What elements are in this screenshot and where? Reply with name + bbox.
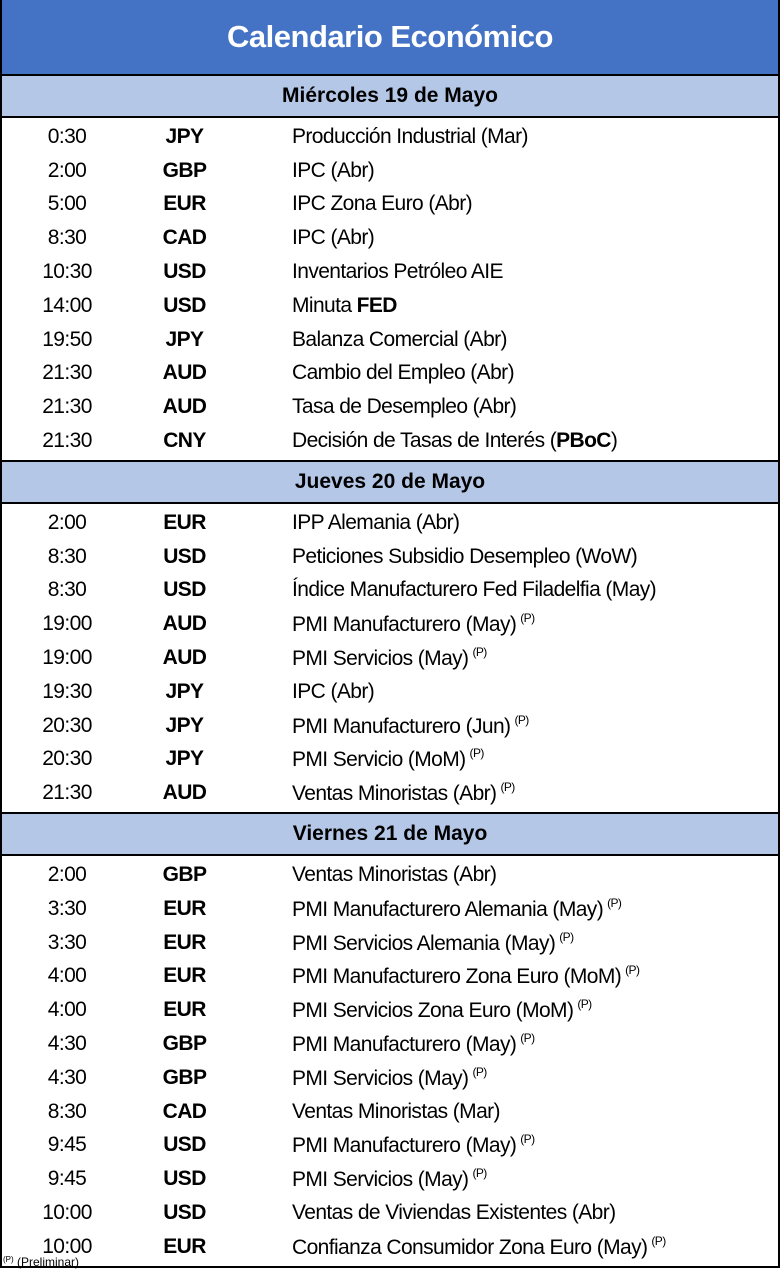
- preliminary-mark: (P): [651, 1233, 666, 1248]
- preliminary-mark: (P): [520, 1031, 535, 1046]
- event-list: [2, 504, 778, 814]
- event-name: [237, 192, 472, 216]
- day-header: Miércoles 19 de Mayo: [2, 76, 778, 118]
- event-time: 4:00: [47, 998, 87, 1022]
- event-row: [2, 675, 778, 709]
- event-row: [2, 1095, 778, 1129]
- preliminary-mark: (P): [472, 645, 487, 660]
- event-name: [237, 294, 397, 318]
- event-row: [2, 607, 778, 641]
- event-name: [237, 780, 515, 806]
- event-time: 19:30: [42, 679, 92, 703]
- event-currency: USD: [163, 1167, 206, 1191]
- event-row: [2, 506, 778, 540]
- event-time: 10:30: [42, 260, 92, 284]
- event-currency: USD: [163, 260, 206, 284]
- event-name: [237, 226, 374, 250]
- event-time: 8:30: [47, 544, 87, 568]
- event-row: [2, 540, 778, 574]
- event-row: [2, 255, 778, 289]
- event-currency: EUR: [163, 930, 206, 954]
- preliminary-mark: (P): [472, 1064, 487, 1079]
- event-time: 21:30: [42, 395, 92, 419]
- event-time: 10:00: [42, 1234, 92, 1258]
- event-name: [237, 429, 617, 453]
- event-currency: CAD: [162, 1099, 207, 1123]
- event-time: 4:30: [47, 1065, 87, 1089]
- event-row: [2, 221, 778, 255]
- event-name: [237, 1234, 666, 1260]
- preliminary-mark: (P): [472, 1166, 487, 1181]
- event-name: [237, 361, 514, 385]
- event-row: [2, 1027, 778, 1061]
- event-name: [237, 1065, 487, 1091]
- event-currency: AUD: [162, 612, 207, 636]
- event-currency: USD: [163, 1133, 206, 1157]
- event-name: [237, 578, 656, 602]
- event-text: PMI Servicios (May): [292, 647, 469, 671]
- event-name: [237, 545, 637, 569]
- event-row: [2, 188, 778, 222]
- event-text: Ventas Minoristas (Abr): [292, 863, 497, 887]
- event-text: Tasa de Desempleo (Abr): [292, 395, 517, 419]
- event-row: [2, 743, 778, 777]
- event-text: Ventas de Viviendas Existentes (Abr): [292, 1201, 616, 1224]
- event-currency: JPY: [165, 327, 204, 351]
- event-name: [237, 125, 528, 149]
- event-currency: EUR: [163, 896, 206, 920]
- event-row: [2, 1196, 778, 1230]
- event-row: [2, 892, 778, 926]
- preliminary-mark: (P): [559, 929, 574, 944]
- event-name: [237, 680, 374, 704]
- event-row: [2, 858, 778, 892]
- footnote-text: (Preliminar): [13, 1255, 80, 1269]
- event-time: 8:30: [47, 578, 87, 602]
- event-text: PMI Manufacturero Alemania (May): [292, 897, 604, 921]
- event-currency: EUR: [163, 192, 206, 216]
- event-text: PMI Manufacturero (May): [292, 1033, 517, 1057]
- event-name: [237, 746, 484, 772]
- event-text: IPC (Abr): [292, 226, 375, 250]
- preliminary-mark: (P): [469, 746, 484, 761]
- event-row: [2, 641, 778, 675]
- event-currency: GBP: [162, 1032, 207, 1056]
- event-time: 10:00: [42, 1201, 92, 1224]
- event-text: Ventas Minoristas (Abr): [292, 782, 497, 806]
- event-time: 21:30: [42, 429, 92, 453]
- event-text: PMI Manufacturero (May): [292, 1134, 517, 1158]
- event-time: 3:30: [47, 896, 87, 920]
- preliminary-mark: (P): [520, 611, 535, 626]
- event-currency: AUD: [162, 361, 207, 385]
- event-name: [237, 645, 487, 671]
- event-currency: USD: [163, 578, 206, 602]
- event-name: [237, 260, 503, 284]
- event-currency: JPY: [165, 747, 204, 771]
- event-currency: JPY: [165, 679, 204, 703]
- event-name: [237, 930, 573, 956]
- event-name: [237, 1166, 487, 1192]
- event-row: [2, 289, 778, 323]
- event-list: [2, 856, 778, 1266]
- day-header: Jueves 20 de Mayo: [2, 462, 778, 504]
- event-currency: GBP: [162, 158, 207, 182]
- preliminary-mark: (P): [625, 963, 640, 978]
- event-currency: USD: [163, 1201, 206, 1224]
- event-time: 2:00: [47, 510, 87, 534]
- event-row: [2, 323, 778, 357]
- event-currency: EUR: [163, 510, 206, 534]
- event-row: [2, 993, 778, 1027]
- event-name: [237, 1031, 534, 1057]
- event-time: 20:30: [42, 747, 92, 771]
- event-text: IPP Alemania (Abr): [292, 510, 460, 534]
- event-institution: FED: [356, 293, 397, 317]
- event-currency: JPY: [165, 124, 204, 148]
- event-currency: AUD: [162, 646, 207, 670]
- event-name: [237, 328, 507, 352]
- event-row: [2, 424, 778, 458]
- event-time: 20:30: [42, 713, 92, 737]
- event-text: Peticiones Subsidio Desempleo (WoW): [292, 544, 638, 568]
- event-text: Minuta: [292, 293, 357, 317]
- event-time: 2:00: [47, 863, 87, 887]
- event-text: IPC (Abr): [292, 679, 375, 703]
- event-row: [2, 154, 778, 188]
- event-time: 8:30: [47, 226, 87, 250]
- event-time: 21:30: [42, 781, 92, 805]
- event-name: [237, 395, 516, 419]
- event-name: [237, 963, 639, 989]
- calendar-days: [2, 76, 778, 1266]
- event-time: 14:00: [42, 293, 92, 317]
- event-time: 9:45: [47, 1167, 87, 1191]
- event-row: [2, 390, 778, 424]
- event-text: PMI Manufacturero (May): [292, 613, 517, 637]
- event-currency: CAD: [162, 226, 207, 250]
- event-row: [2, 960, 778, 994]
- event-name: [237, 863, 496, 887]
- event-row: [2, 1061, 778, 1095]
- event-time: 0:30: [47, 124, 87, 148]
- event-row: [2, 357, 778, 391]
- calendar-title: Calendario Económico: [2, 0, 778, 76]
- event-text: PMI Servicios Zona Euro (MoM): [292, 999, 574, 1023]
- event-currency: AUD: [162, 395, 207, 419]
- event-name: [237, 511, 459, 535]
- preliminary-mark: (P): [500, 780, 515, 795]
- event-name: [237, 1201, 616, 1225]
- footnote-mark: (P): [3, 1255, 14, 1264]
- event-time: 19:00: [42, 612, 92, 636]
- preliminary-mark: (P): [520, 1132, 535, 1147]
- event-name: [237, 997, 592, 1023]
- event-row: [2, 926, 778, 960]
- event-text: IPC Zona Euro (Abr): [292, 192, 472, 216]
- event-currency: EUR: [163, 964, 206, 988]
- event-currency: USD: [163, 544, 206, 568]
- event-text: Índice Manufacturero Fed Filadelfia (May): [292, 578, 657, 602]
- event-time: 19:00: [42, 646, 92, 670]
- event-currency: EUR: [163, 1234, 206, 1258]
- event-text: PMI Servicios (May): [292, 1168, 469, 1192]
- event-time: 5:00: [47, 192, 87, 216]
- event-name: [237, 1132, 534, 1158]
- event-text: PMI Manufacturero (Jun): [292, 714, 511, 738]
- event-text: Confianza Consumidor Zona Euro (May): [292, 1235, 648, 1259]
- event-name: [237, 159, 374, 183]
- event-row: [2, 709, 778, 743]
- preliminary-mark: (P): [577, 997, 592, 1012]
- event-text: Ventas Minoristas (Mar): [292, 1099, 500, 1123]
- footnote: [3, 1255, 79, 1269]
- event-time: 4:30: [47, 1032, 87, 1056]
- event-text: PMI Manufacturero Zona Euro (MoM): [292, 965, 622, 989]
- event-text-suffix: ): [610, 429, 618, 453]
- event-currency: GBP: [162, 1065, 207, 1089]
- preliminary-mark: (P): [514, 712, 529, 727]
- event-text: PMI Servicios Alemania (May): [292, 931, 556, 955]
- event-currency: EUR: [163, 998, 206, 1022]
- event-list: [2, 118, 778, 462]
- event-time: 21:30: [42, 361, 92, 385]
- event-row: [2, 1230, 778, 1264]
- event-institution: PBoC: [556, 429, 611, 453]
- event-text: PMI Servicio (MoM): [292, 748, 466, 772]
- event-currency: AUD: [162, 781, 207, 805]
- event-text: Inventarios Petróleo AIE: [292, 260, 503, 284]
- event-time: 9:45: [47, 1133, 87, 1157]
- day-header: Viernes 21 de Mayo: [2, 814, 778, 856]
- event-text: Cambio del Empleo (Abr): [292, 361, 514, 385]
- event-row: [2, 574, 778, 608]
- event-row: [2, 1162, 778, 1196]
- event-currency: USD: [163, 293, 206, 317]
- event-row: [2, 776, 778, 810]
- event-name: [237, 1100, 500, 1124]
- event-time: 3:30: [47, 930, 87, 954]
- event-row: [2, 1129, 778, 1163]
- event-name: [237, 896, 621, 922]
- event-row: [2, 120, 778, 154]
- event-time: 4:00: [47, 964, 87, 988]
- event-text: Balanza Comercial (Abr): [292, 327, 507, 351]
- event-name: [237, 713, 529, 739]
- preliminary-mark: (P): [607, 895, 622, 910]
- event-currency: JPY: [165, 713, 204, 737]
- event-text: Producción Industrial (Mar): [292, 124, 528, 148]
- event-name: [237, 611, 534, 637]
- event-text: PMI Servicios (May): [292, 1066, 469, 1090]
- event-currency: GBP: [162, 863, 207, 887]
- event-time: 2:00: [47, 158, 87, 182]
- event-currency: CNY: [163, 429, 206, 453]
- event-time: 8:30: [47, 1099, 87, 1123]
- event-text: IPC (Abr): [292, 158, 375, 182]
- event-text: Decisión de Tasas de Interés (: [292, 429, 557, 453]
- event-time: 19:50: [42, 327, 92, 351]
